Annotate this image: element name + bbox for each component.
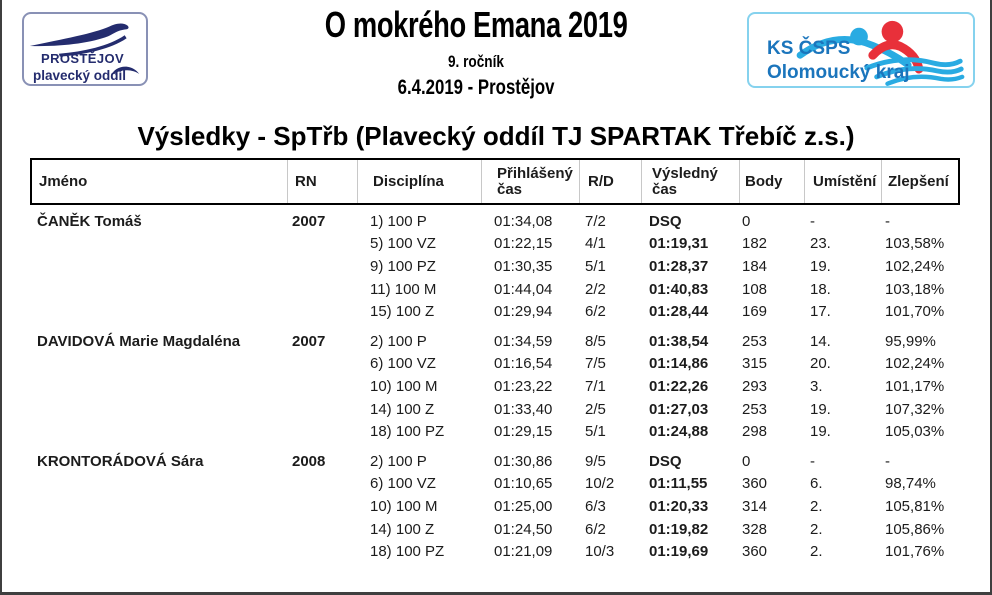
cell-name: ČANĚK Tomáš (37, 212, 142, 230)
table-row (30, 540, 960, 563)
cell-place: 3. (810, 377, 823, 395)
cell-place: - (810, 212, 815, 230)
cell-place: 20. (810, 355, 831, 373)
cell-rd: 5/1 (585, 257, 606, 275)
cell-points: 360 (742, 543, 768, 561)
cell-rd: 4/1 (585, 235, 606, 253)
cell-entry-time: 01:29,15 (494, 423, 553, 441)
cell-entry-time: 01:34,59 (494, 332, 553, 350)
cell-discipline: 1) 100 P (370, 212, 427, 230)
swimmer-group (30, 450, 960, 563)
federation-name: KS ČSPS (767, 38, 851, 59)
cell-points: 0 (742, 452, 751, 470)
cell-place: - (810, 452, 815, 470)
cell-discipline: 2) 100 P (370, 452, 427, 470)
table-body (30, 205, 960, 563)
table-row (30, 473, 960, 496)
cell-result-time: 01:27,03 (649, 400, 709, 418)
cell-result-time: 01:20,33 (649, 497, 709, 515)
cell-place: 2. (810, 520, 823, 538)
cell-place: 2. (810, 497, 823, 515)
club-name: PROSTĚJOV (41, 51, 125, 66)
cell-discipline: 14) 100 Z (370, 400, 435, 418)
table-row (30, 495, 960, 518)
cell-improvement: 98,74% (885, 475, 936, 493)
cell-improvement: 105,03% (885, 423, 945, 441)
cell-improvement: 102,24% (885, 257, 945, 275)
col-header-improvement: Zlepšení (881, 160, 962, 203)
cell-improvement: 95,99% (885, 332, 936, 350)
cell-points: 182 (742, 235, 768, 253)
cell-entry-time: 01:30,86 (494, 452, 553, 470)
cell-result-time: 01:38,54 (649, 332, 709, 350)
cell-points: 298 (742, 423, 768, 441)
cell-entry-time: 01:21,09 (494, 543, 553, 561)
cell-improvement: 103,58% (885, 235, 945, 253)
results-table (30, 158, 960, 563)
table-header (30, 158, 960, 205)
cell-discipline: 14) 100 Z (370, 520, 435, 538)
cell-rd: 6/2 (585, 303, 606, 321)
swimmer-group (30, 210, 960, 323)
cell-improvement: - (885, 212, 890, 230)
cell-discipline: 5) 100 VZ (370, 235, 436, 253)
cell-discipline: 10) 100 M (370, 497, 438, 515)
cell-entry-time: 01:34,08 (494, 212, 553, 230)
cell-result-time: 01:19,69 (649, 543, 709, 561)
cell-rn: 2007 (292, 212, 326, 230)
section-title: Výsledky - SpTřb (Plavecký oddíl TJ SPARTAK Třebíč z.s.) (137, 121, 855, 151)
cell-entry-time: 01:29,94 (494, 303, 553, 321)
event-date-place: 6.4.2019 - Prostějov (397, 76, 555, 99)
col-header-result-time: Výsledný čas (641, 160, 739, 203)
cell-improvement: 103,18% (885, 280, 945, 298)
table-row (30, 278, 960, 301)
cell-discipline: 15) 100 Z (370, 303, 435, 321)
cell-rd: 6/2 (585, 520, 606, 538)
cell-discipline: 2) 100 P (370, 332, 427, 350)
col-header-points: Body (739, 160, 804, 203)
cell-entry-time: 01:25,00 (494, 497, 553, 515)
cell-discipline: 9) 100 PZ (370, 257, 436, 275)
table-row (30, 330, 960, 353)
table-row (30, 375, 960, 398)
cell-improvement: 107,32% (885, 400, 945, 418)
cell-place: 6. (810, 475, 823, 493)
cell-result-time: 01:19,31 (649, 235, 709, 253)
table-row (30, 518, 960, 541)
table-row (30, 233, 960, 256)
cell-rd: 2/5 (585, 400, 606, 418)
cell-rn: 2007 (292, 332, 326, 350)
cell-discipline: 18) 100 PZ (370, 543, 445, 561)
cell-rd: 8/5 (585, 332, 606, 350)
cell-points: 360 (742, 475, 768, 493)
cell-points: 253 (742, 332, 768, 350)
cell-result-time: 01:19,82 (649, 520, 709, 538)
cell-result-time: 01:40,83 (649, 280, 709, 298)
cell-rd: 7/2 (585, 212, 606, 230)
cell-entry-time: 01:10,65 (494, 475, 553, 493)
col-header-name: Jméno (39, 172, 88, 190)
cell-place: 18. (810, 280, 831, 298)
cell-points: 328 (742, 520, 768, 538)
col-header-rd: R/D (579, 160, 641, 203)
cell-points: 169 (742, 303, 768, 321)
cell-result-time: DSQ (649, 452, 682, 470)
cell-improvement: - (885, 452, 890, 470)
cell-place: 19. (810, 400, 831, 418)
cell-points: 253 (742, 400, 768, 418)
cell-rd: 5/1 (585, 423, 606, 441)
col-header-place: Umístění (804, 160, 881, 203)
table-row (30, 210, 960, 233)
table-row (30, 353, 960, 376)
cell-result-time: 01:24,88 (649, 423, 709, 441)
cell-result-time: 01:11,55 (649, 475, 708, 493)
club-subtitle: plavecký oddíl (33, 68, 127, 83)
cell-result-time: 01:14,86 (649, 355, 709, 373)
col-header-rn: RN (287, 160, 357, 203)
cell-entry-time: 01:23,22 (494, 377, 553, 395)
cell-discipline: 10) 100 M (370, 377, 438, 395)
cell-improvement: 102,24% (885, 355, 945, 373)
cell-rd: 10/2 (585, 475, 615, 493)
cell-rd: 7/5 (585, 355, 606, 373)
cell-discipline: 6) 100 VZ (370, 475, 436, 493)
cell-entry-time: 01:44,04 (494, 280, 553, 298)
cell-discipline: 6) 100 VZ (370, 355, 436, 373)
cell-rd: 6/3 (585, 497, 606, 515)
cell-points: 314 (742, 497, 768, 515)
table-row (30, 450, 960, 473)
cell-place: 19. (810, 257, 831, 275)
cell-entry-time: 01:24,50 (494, 520, 553, 538)
cell-entry-time: 01:22,15 (494, 235, 553, 253)
cell-rd: 9/5 (585, 452, 606, 470)
cell-points: 293 (742, 377, 768, 395)
cell-points: 184 (742, 257, 768, 275)
cell-improvement: 105,86% (885, 520, 945, 538)
cell-improvement: 101,70% (885, 303, 945, 321)
cell-place: 14. (810, 332, 831, 350)
ks-csps-logo (747, 12, 975, 88)
cell-result-time: 01:22,26 (649, 377, 709, 395)
federation-region: Olomoucký kraj (767, 62, 910, 83)
cell-entry-time: 01:33,40 (494, 400, 553, 418)
cell-improvement: 105,81% (885, 497, 945, 515)
cell-improvement: 101,76% (885, 543, 945, 561)
cell-result-time: DSQ (649, 212, 682, 230)
cell-result-time: 01:28,37 (649, 257, 709, 275)
cell-rd: 2/2 (585, 280, 606, 298)
table-row (30, 255, 960, 278)
cell-points: 108 (742, 280, 768, 298)
cell-entry-time: 01:30,35 (494, 257, 553, 275)
cell-rd: 10/3 (585, 543, 615, 561)
table-row (30, 300, 960, 323)
table-row (30, 420, 960, 443)
table-row (30, 398, 960, 421)
cell-place: 23. (810, 235, 831, 253)
cell-place: 2. (810, 543, 823, 561)
cell-discipline: 11) 100 M (370, 280, 437, 298)
cell-discipline: 18) 100 PZ (370, 423, 445, 441)
event-edition: 9. ročník (448, 52, 504, 71)
cell-improvement: 101,17% (885, 377, 945, 395)
col-header-discipline: Disciplína (357, 160, 481, 203)
cell-result-time: 01:28,44 (649, 303, 709, 321)
cell-place: 19. (810, 423, 831, 441)
cell-points: 315 (742, 355, 768, 373)
cell-place: 17. (810, 303, 831, 321)
cell-rd: 7/1 (585, 377, 606, 395)
cell-entry-time: 01:16,54 (494, 355, 553, 373)
cell-rn: 2008 (292, 452, 326, 470)
cell-points: 0 (742, 212, 751, 230)
cell-name: DAVIDOVÁ Marie Magdaléna (37, 332, 241, 350)
cell-name: KRONTORÁDOVÁ Sára (37, 452, 204, 470)
col-header-entry-time: Přihlášený čas (481, 160, 579, 203)
swimmer-group (30, 330, 960, 443)
event-title: O mokrého Emana 2019 (324, 4, 628, 45)
